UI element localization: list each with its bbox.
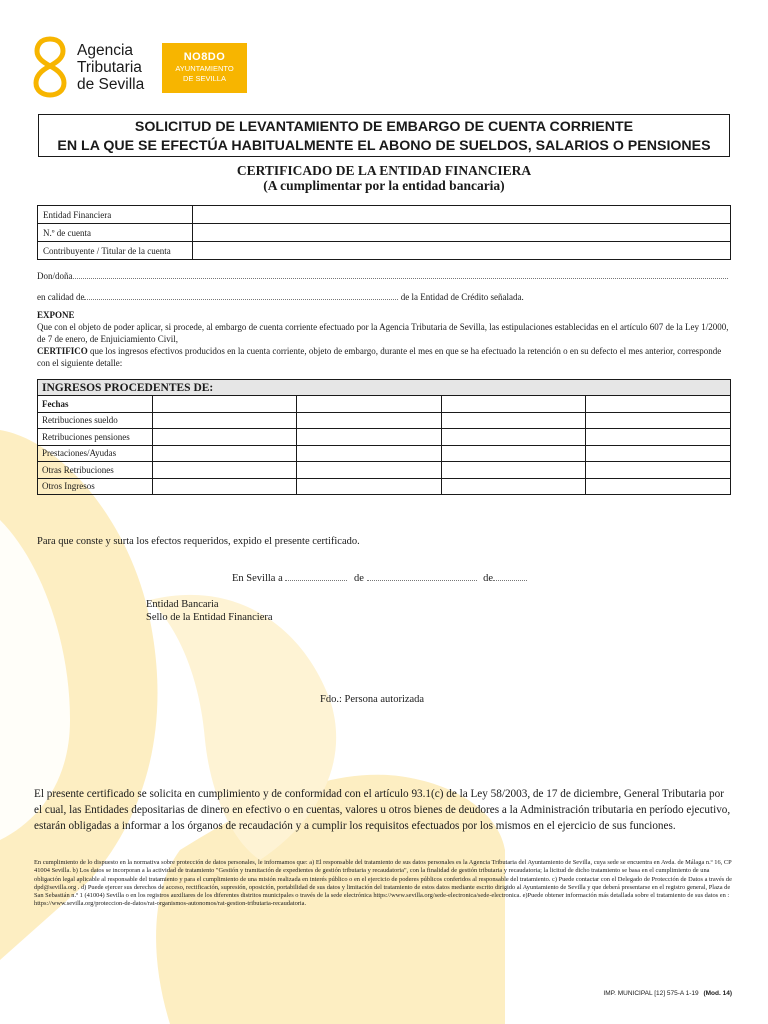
table-header-row bbox=[38, 380, 731, 396]
table-cell[interactable] bbox=[441, 429, 585, 446]
table-cell[interactable] bbox=[441, 445, 585, 462]
table-row bbox=[38, 206, 731, 224]
entity-table bbox=[37, 205, 731, 260]
income-table bbox=[37, 379, 731, 495]
city-council-logo bbox=[162, 43, 247, 93]
expone-text: Que con el objeto de poder aplicar, si procede, al embargo de cuenta corriente efectuado por la Agencia Tributaria de Sevilla, las estipulaciones establecidas en el artículo 607 de la Ley 1/2000, de 7 de enero, de Enjuiciamiento Civil, bbox=[37, 322, 729, 344]
calidad-line bbox=[37, 291, 524, 302]
table-cell[interactable] bbox=[586, 429, 731, 446]
table-row bbox=[38, 242, 731, 260]
table-cell[interactable] bbox=[586, 462, 731, 479]
agency-eight-logo bbox=[30, 36, 70, 98]
row-label-prestaciones: Prestaciones/Ayudas bbox=[38, 445, 153, 462]
table-cell[interactable] bbox=[441, 462, 585, 479]
row-label-fechas: Fechas bbox=[38, 396, 153, 413]
year-field[interactable] bbox=[493, 573, 527, 581]
privacy-notice: En cumplimiento de lo dispuesto en la normativa sobre protección de datos personales, le informamos que: a) El responsable del tratamiento de sus datos personales es la Agencia Tributaria del Ayuntamiento de Sevilla, cuya sede se encuentra en Avda. de Málaga n.º 16, CP 41004 Sevilla. b) Los datos se incorporan a la actividad de tratamiento "Gestión y tramitación de expedientes de gestión tributaria y recaudatoria", con la finalidad de gestión tributaria y recaudatoria; la licitud de dicho tratamiento se basa en el cumplimiento de una obligación legal aplicable al responsable del tratamiento y para el cumplimiento de una misión realizada en interés público o en el ejercicio de poderes públicos conferidos al responsable del tratamiento. c) Puede contactar con el Delegado de Protección de Datos a través de dpd@sevilla.org . d) Puede ejercer sus derechos de acceso, rectificación, supresión, oposición, portabilidad de sus datos y limitación del tratamiento de estos datos mediante escrito dirigido al Ayuntamiento de Sevilla y que deberá presentarse en el registro general, Plaza de San Sebastián n.º 1 (41004) Sevilla o en los registros auxiliares de los diferentes distritos municipales o través de la sede electrónica https://www.sevilla.org/sede-electronica/sede-electronica. e)Puede obtener información más detallada sobre el tratamiento de sus datos en : https://www.sevilla.org/proteccion-de-datos/rat-organismos-autonomos/rat-gestion-tributaria-recaudatoria. bbox=[34, 859, 732, 908]
calidad-label: en calidad de bbox=[37, 292, 85, 302]
table-cell[interactable] bbox=[153, 429, 297, 446]
signature-label: Fdo.: Persona autorizada bbox=[320, 694, 425, 705]
entity-bank-label: Entidad Bancaria bbox=[146, 599, 219, 610]
don-field[interactable] bbox=[73, 270, 728, 279]
calidad-suffix: de la Entidad de Crédito señalada. bbox=[400, 292, 524, 302]
row-label-pensiones: Retribuciones pensiones bbox=[38, 429, 153, 446]
don-line bbox=[37, 270, 728, 281]
agency-name bbox=[77, 42, 144, 93]
table-row bbox=[38, 396, 731, 413]
certificate-subtitle: (A cumplimentar por la entidad bancaria) bbox=[263, 178, 505, 193]
table-cell[interactable] bbox=[441, 412, 585, 429]
entity-name-field[interactable] bbox=[193, 206, 731, 224]
certifico-text: que los ingresos efectivos producidos en la cuenta corriente, objeto de embargo, durante el mes en que se ha efectuado la retención o en su defecto el mes anterior, corresponde con el siguiente detalle: bbox=[37, 346, 722, 368]
place-prefix: En Sevilla a bbox=[232, 573, 283, 584]
expone-heading: EXPONE bbox=[37, 310, 75, 320]
expone-section bbox=[37, 309, 732, 369]
document-title-line1: SOLICITUD DE LEVANTAMIENTO DE EMBARGO DE CUENTA CORRIENTE bbox=[134, 119, 634, 135]
document-title-line2: EN LA QUE SE EFECTÚA HABITUALMENTE EL ABONO DE SUELDOS, SALARIOS O PENSIONES bbox=[57, 138, 711, 154]
certifico-paragraph bbox=[37, 345, 732, 369]
account-number-label: N.º de cuenta bbox=[38, 224, 193, 242]
table-cell[interactable] bbox=[297, 412, 441, 429]
table-cell[interactable] bbox=[153, 396, 297, 413]
city-name-line2: DE SEVILLA bbox=[183, 74, 226, 83]
account-holder-label: Contribuyente / Titular de la cuenta bbox=[38, 242, 193, 260]
row-label-otros-ingresos: Otros Ingresos bbox=[38, 478, 153, 495]
row-label-sueldo: Retribuciones sueldo bbox=[38, 412, 153, 429]
month-field[interactable] bbox=[367, 573, 477, 581]
certificate-title: CERTIFICADO DE LA ENTIDAD FINANCIERA bbox=[236, 163, 532, 178]
form-code-text: IMP. MUNICIPAL [12] 575-A 1-19 bbox=[603, 990, 699, 997]
city-name-line1: AYUNTAMIENTO bbox=[175, 64, 234, 73]
row-label-otras-retribuciones: Otras Retribuciones bbox=[38, 462, 153, 479]
table-cell[interactable] bbox=[441, 396, 585, 413]
city-motto: NO8DO bbox=[183, 51, 226, 63]
entity-name-label: Entidad Financiera bbox=[38, 206, 193, 224]
form-code bbox=[603, 990, 732, 997]
table-cell[interactable] bbox=[153, 412, 297, 429]
table-cell[interactable] bbox=[586, 396, 731, 413]
agency-name-line2: Tributaria bbox=[77, 59, 142, 76]
table-row bbox=[38, 478, 731, 495]
table-cell[interactable] bbox=[586, 478, 731, 495]
document-title bbox=[38, 114, 730, 157]
agency-name-line1: Agencia bbox=[77, 42, 134, 59]
legal-notice: El presente certificado se solicita en cumplimiento y de conformidad con el artículo 93.1(c) de la Ley 58/2003, de 17 de diciembre, General Tributaria por el cual, las Entidades depositarias de dinero en efectivo o en cuentas, valores u otros bienes de deudores a la Administración tributaria en período ejecutivo, estarán obligadas a informar a los órganos de recaudación y a cumplir los requisitos efectuados por los mismos en el ejercicio de sus funciones. bbox=[34, 788, 731, 832]
don-label: Don/doña bbox=[37, 271, 73, 281]
certificate-heading bbox=[0, 163, 768, 193]
day-field[interactable] bbox=[285, 573, 347, 581]
table-row bbox=[38, 429, 731, 446]
table-cell[interactable] bbox=[153, 445, 297, 462]
table-row bbox=[38, 224, 731, 242]
table-cell[interactable] bbox=[153, 478, 297, 495]
de-label-2: de bbox=[483, 573, 494, 584]
table-row bbox=[38, 462, 731, 479]
agency-name-line3: de Sevilla bbox=[77, 76, 145, 93]
table-cell[interactable] bbox=[297, 445, 441, 462]
table-cell[interactable] bbox=[586, 445, 731, 462]
table-cell[interactable] bbox=[586, 412, 731, 429]
entity-stamp-block bbox=[146, 598, 273, 624]
calidad-field[interactable] bbox=[84, 291, 398, 300]
table-cell[interactable] bbox=[297, 396, 441, 413]
account-number-field[interactable] bbox=[193, 224, 731, 242]
table-cell[interactable] bbox=[297, 462, 441, 479]
account-holder-field[interactable] bbox=[193, 242, 731, 260]
table-row bbox=[38, 412, 731, 429]
entity-stamp-label: Sello de la Entidad Financiera bbox=[146, 612, 273, 623]
table-row bbox=[38, 445, 731, 462]
table-cell[interactable] bbox=[297, 429, 441, 446]
income-table-header: INGRESOS PROCEDENTES DE: bbox=[38, 380, 731, 396]
table-cell[interactable] bbox=[441, 478, 585, 495]
date-line bbox=[232, 573, 527, 584]
table-cell[interactable] bbox=[297, 478, 441, 495]
form-model: (Mod. 14) bbox=[703, 990, 732, 997]
closing-statement: Para que conste y surta los efectos requeridos, expido el presente certificado. bbox=[37, 536, 360, 547]
table-cell[interactable] bbox=[153, 462, 297, 479]
certifico-heading: CERTIFICO bbox=[37, 346, 88, 356]
de-label-1: de bbox=[354, 573, 364, 584]
